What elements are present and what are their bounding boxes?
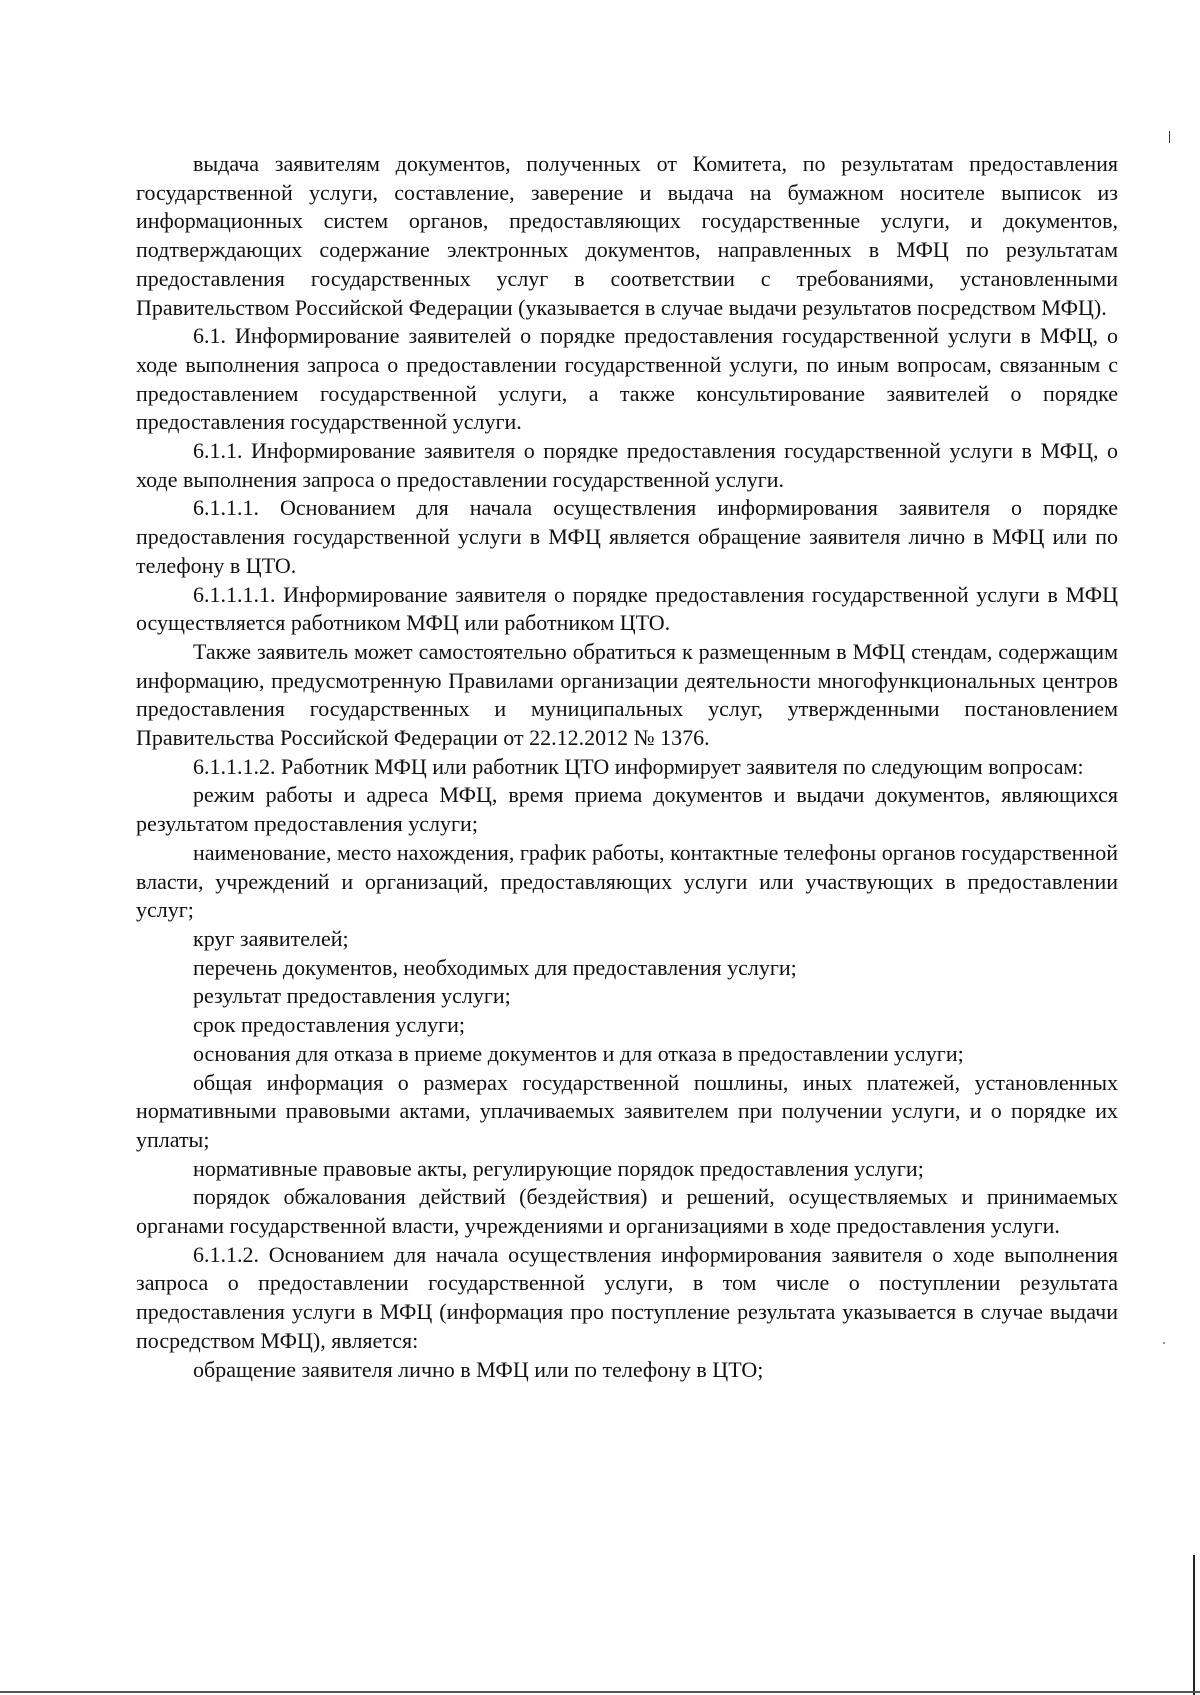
paragraph-6-1-1-1-2: 6.1.1.1.2. Работник МФЦ или работник ЦТО информирует заявителя по следующим вопросам: [193, 753, 1084, 779]
list-item-appeal-procedure: порядок обжалования действий (бездействия) и решений, осуществляемых и принимаемых органами государственной власти, учреждениями и организациями в ходе предоставления услуги. [136, 1184, 1118, 1239]
paragraph-6-1: 6.1. Информирование заявителей о порядке предоставления государственной услуги в МФЦ, о ходе выполнения запроса о предоставлении государственной услуги, по иным вопросам, связанным с предоставлением государственной услуги, а также консультирование заявителей о порядке предоставления государственной услуги. [136, 323, 1118, 435]
list-item-refusal-grounds: основания для отказа в приеме документов и для отказа в предоставлении услуги; [193, 1040, 964, 1066]
list-item-personal-appeal: обращение заявителя лично в МФЦ или по телефону в ЦТО; [193, 1356, 764, 1382]
list-item-legal-acts: нормативные правовые акты, регулирующие порядок предоставления услуги; [193, 1155, 924, 1181]
scan-artifact-speck [1163, 1342, 1165, 1344]
paragraph-6-1-1-1: 6.1.1.1. Основанием для начала осуществления информирования заявителя о порядке предоставления государственной услуги в МФЦ является обращение заявителя лично в МФЦ или по телефону в ЦТО. [136, 495, 1118, 578]
list-item-documents-list: перечень документов, необходимых для предоставления услуги; [193, 954, 797, 980]
list-item-authorities-contacts: наименование, место нахождения, график работы, контактные телефоны органов государственной власти, учреждений и организаций, предоставляющих услуги или участвующих в предоставлении услуг; [136, 839, 1118, 923]
paragraph-6-1-1-2: 6.1.1.2. Основанием для начала осуществления информирования заявителя о ходе выполнения запроса о предоставлении государственной услуги, в том числе о поступлении результата предоставления услуги в МФЦ (информация про поступление результата указывается в случае выдачи посредством МФЦ), является: [136, 1241, 1118, 1353]
paragraph-stands-info: Также заявитель может самостоятельно обратиться к размещенным в МФЦ стендам, содержащим информацию, предусмотренную Правилами организации деятельности многофункциональных центров предоставления государственных и муниципальных услуг, утвержденными постановлением Правительства Российской Федерации от 22.12.2012 № 1376. [136, 638, 1118, 751]
list-item-service-result: результат предоставления услуги; [193, 983, 511, 1009]
list-item-applicants: круг заявителей; [193, 925, 349, 951]
list-item-working-hours: режим работы и адреса МФЦ, время приема документов и выдачи документов, являющихся результатом предоставления услуги; [136, 782, 1118, 837]
paragraph-issuance-of-documents: выдача заявителям документов, полученных от Комитета, по результатам предоставления государственной услуги, составление, заверение и выдача на бумажном носителе выписок из информационных систем органов, предоставляющих государственные услуги, и документов, подтверждающих содержание электронных документов, направленных в МФЦ по результатам предоставления государственных услуг в соответствии с требованиями, установленными Правительством Российской Федерации (указывается в случае выдачи результатов посредством МФЦ). [136, 151, 1118, 320]
scan-artifact-edge-line [1193, 1555, 1195, 1695]
document-body [136, 150, 1118, 1384]
scan-artifact-bottom-line [0, 1691, 1200, 1693]
paragraph-6-1-1-1-1: 6.1.1.1.1. Информирование заявителя о порядке предоставления государственной услуги в МФЦ осуществляется работником МФЦ или работником ЦТО. [136, 581, 1118, 636]
list-item-fees-info: общая информация о размерах государственной пошлины, иных платежей, установленных нормативными правовыми актами, уплачиваемых заявителем при получении услуги, и о порядке их уплаты; [136, 1069, 1118, 1152]
paragraph-6-1-1: 6.1.1. Информирование заявителя о порядке предоставления государственной услуги в МФЦ, о ходе выполнения запроса о предоставлении государственной услуги. [136, 438, 1118, 492]
list-item-service-term: срок предоставления услуги; [193, 1012, 466, 1038]
scan-artifact-mark [1169, 131, 1170, 143]
